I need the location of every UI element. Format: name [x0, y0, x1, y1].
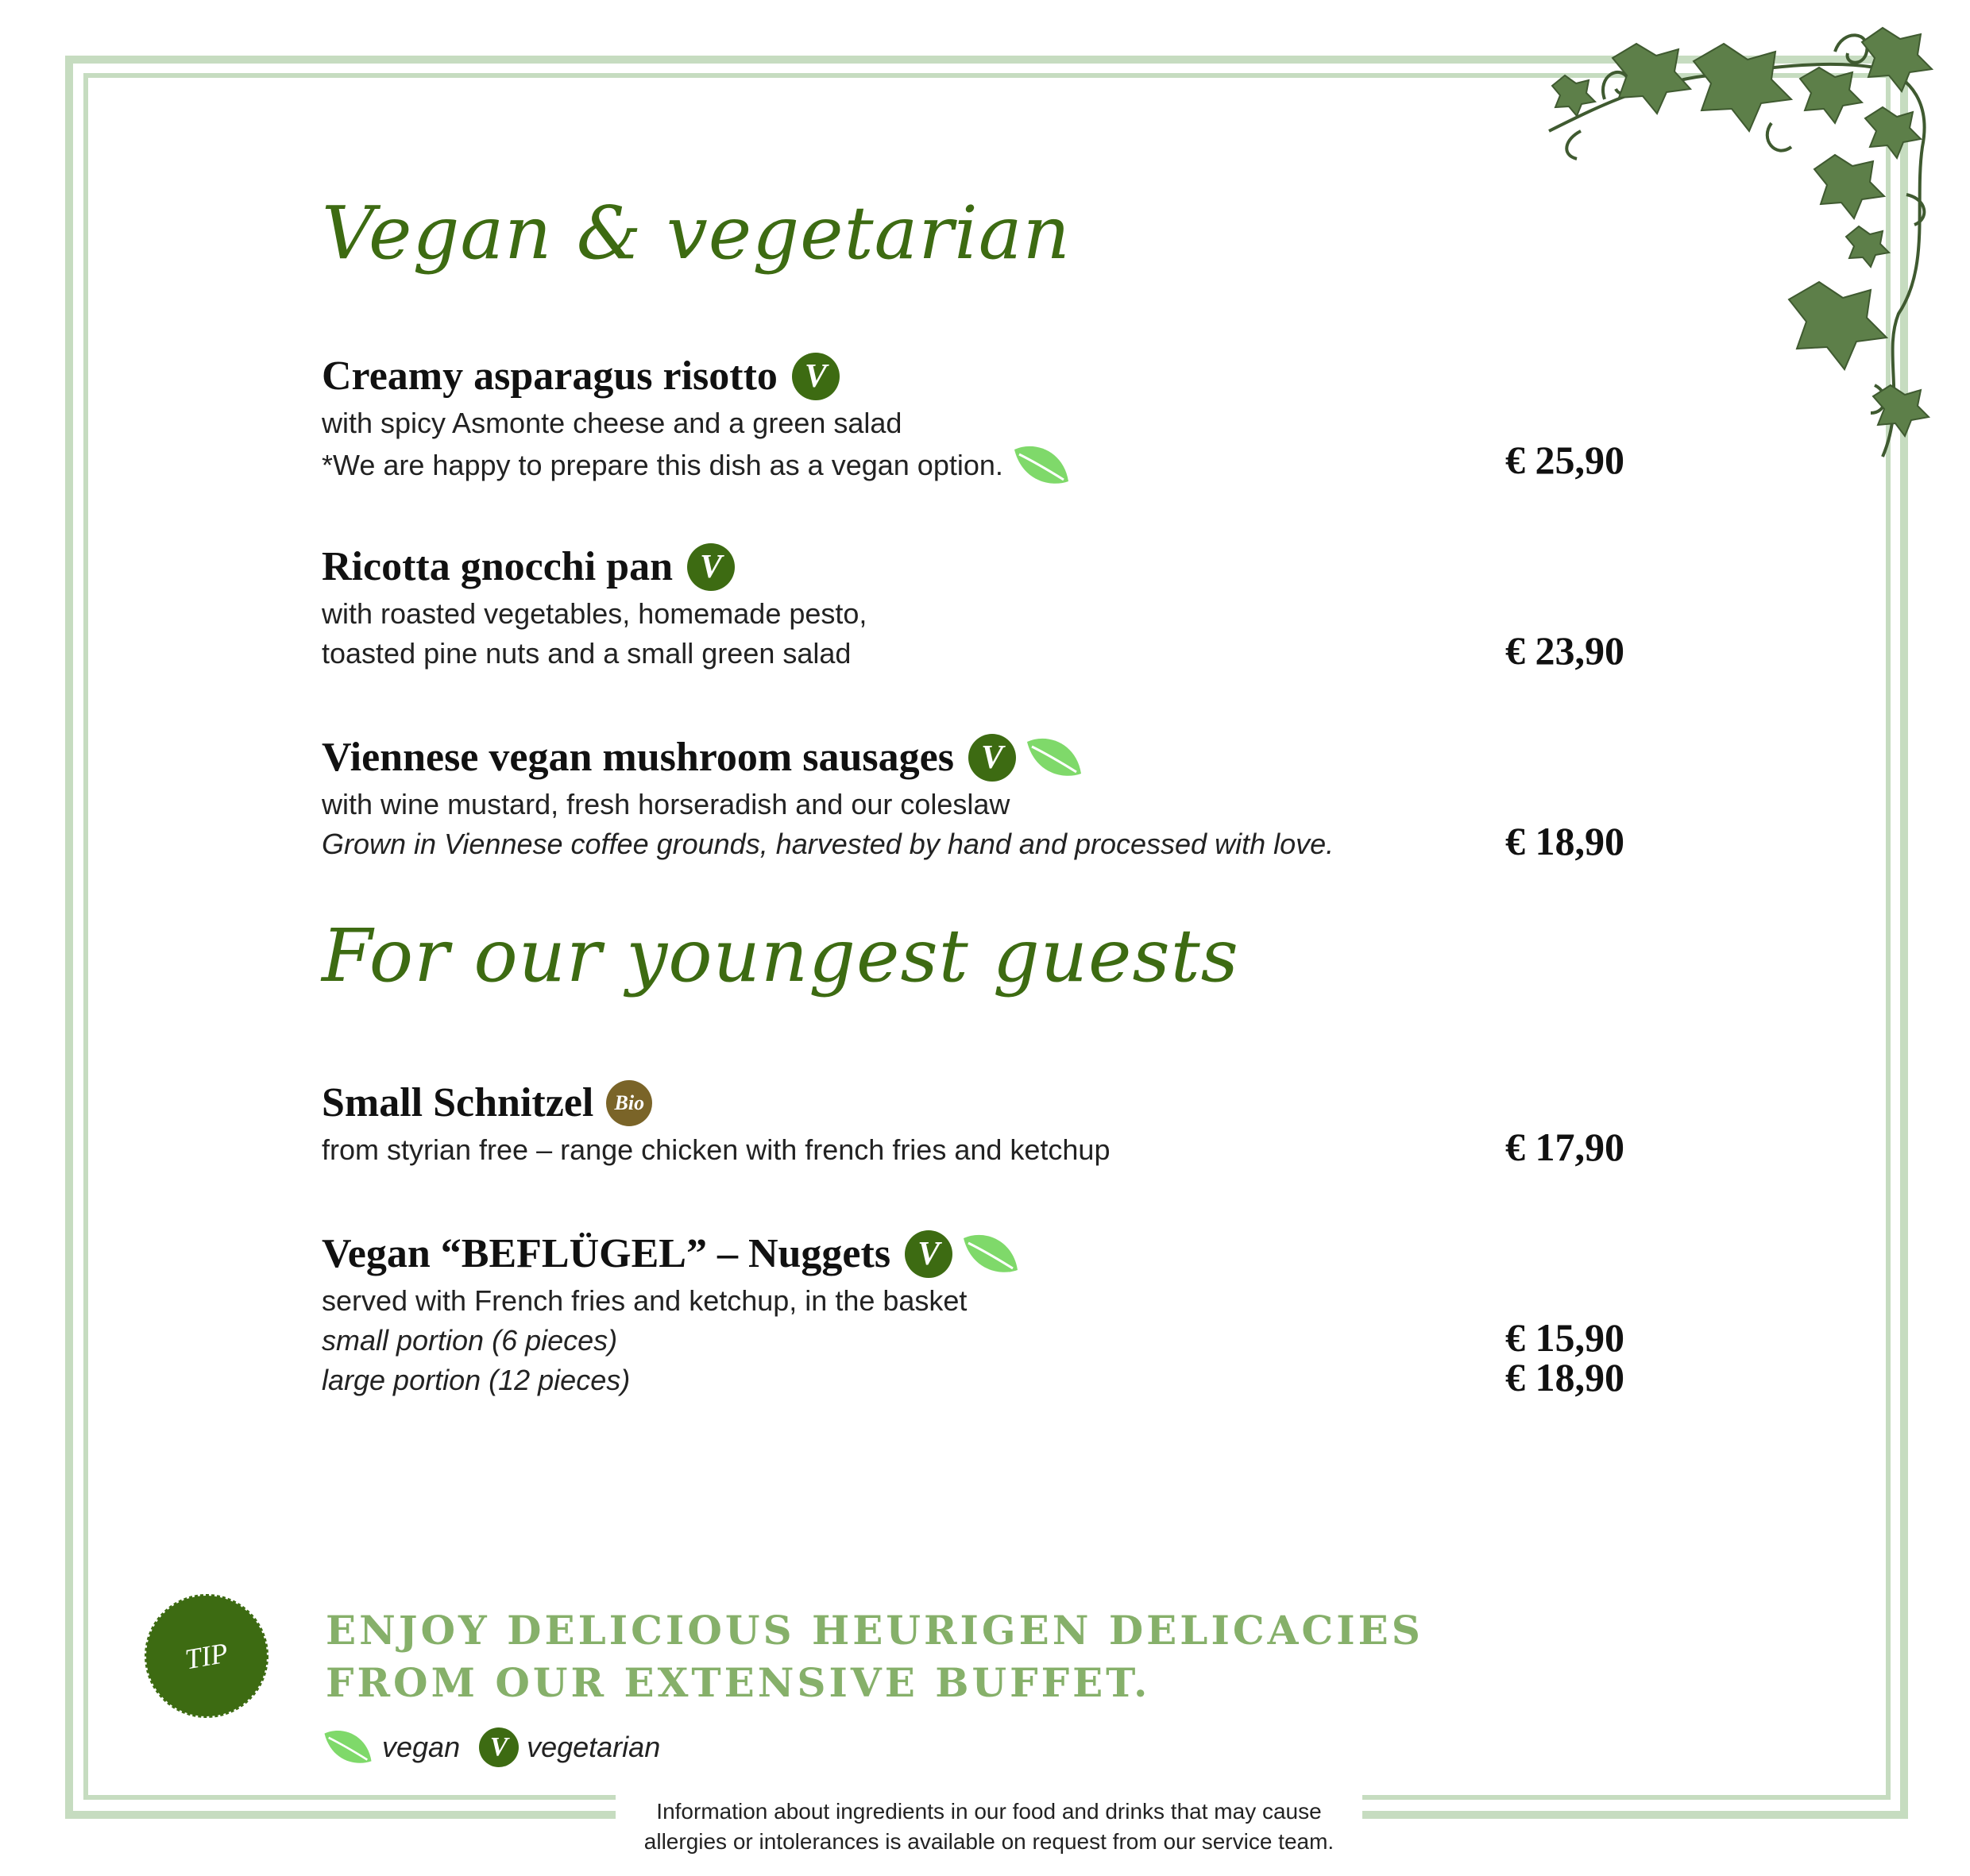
item-price: € 17,90	[1505, 1125, 1624, 1169]
section-title-kids: For our youngest guests	[322, 913, 1239, 998]
allergy-footnote	[620, 1797, 1358, 1857]
item-name: Small Schnitzel	[322, 1080, 594, 1125]
item-price: € 25,90	[1505, 438, 1624, 482]
item-name: Ricotta gnocchi pan	[322, 544, 673, 589]
vegan-leaf-icon	[1024, 735, 1084, 780]
vegetarian-badge-icon: V	[968, 734, 1016, 782]
vegetarian-badge-icon: V	[905, 1230, 952, 1278]
item-description-2: toasted pine nuts and a small green salad	[322, 637, 852, 670]
item-note: *We are happy to prepare this dish as a vegan option.	[322, 449, 1003, 481]
tip-line-1: ENJOY DELICIOUS HEURIGEN DELICACIES	[326, 1607, 1423, 1654]
bio-badge-icon: Bio	[606, 1080, 652, 1126]
footnote-line-1: Information about ingredients in our food and drinks that may cause	[656, 1799, 1322, 1824]
price-large-portion: € 18,90	[1505, 1355, 1624, 1399]
item-price: € 23,90	[1505, 628, 1624, 673]
item-note: Grown in Viennese coffee grounds, harvested by hand and processed with love.	[322, 828, 1335, 860]
item-name: Vegan “BEFLÜGEL” – Nuggets	[322, 1231, 891, 1276]
item-name: Viennese vegan mushroom sausages	[322, 735, 954, 780]
vegan-leaf-icon	[322, 1727, 374, 1767]
item-description: with spicy Asmonte cheese and a green salad	[322, 407, 902, 439]
item-name: Creamy asparagus risotto	[322, 353, 778, 399]
section-title-vegan: Vegan & vegetarian	[322, 191, 1071, 276]
item-price: € 18,90	[1505, 819, 1624, 863]
price-small-portion: € 15,90	[1505, 1315, 1624, 1360]
item-description: from styrian free – range chicken with french fries and ketchup	[322, 1133, 1111, 1166]
vegetarian-badge-icon: V	[479, 1727, 519, 1767]
tip-badge-label: TIP	[182, 1636, 231, 1676]
item-description: with roasted vegetables, homemade pesto,	[322, 597, 867, 630]
menu-item-small-schnitzel	[322, 1076, 1624, 1170]
legend-vegetarian-label: vegetarian	[527, 1731, 661, 1763]
footnote-line-2: allergies or intolerances is available on request from our service team.	[643, 1829, 1335, 1854]
legend-vegan-label: vegan	[382, 1731, 461, 1763]
menu-item-ricotta-gnocchi	[322, 540, 1624, 674]
vegan-leaf-icon	[1011, 443, 1072, 488]
item-description: served with French fries and ketchup, in the basket	[322, 1284, 968, 1317]
tip-badge-icon	[143, 1592, 270, 1720]
tip-line-2: FROM OUR EXTENSIVE BUFFET.	[326, 1659, 1151, 1706]
portion-small-label: small portion (6 pieces)	[322, 1324, 618, 1357]
vegetarian-badge-icon: V	[687, 543, 735, 591]
menu-item-vegan-sausages	[322, 731, 1624, 864]
legend	[322, 1727, 660, 1767]
item-description: with wine mustard, fresh horseradish and our coleslaw	[322, 788, 1010, 820]
portion-large-label: large portion (12 pieces)	[322, 1364, 631, 1396]
vegan-leaf-icon	[960, 1232, 1021, 1276]
menu-item-vegan-nuggets	[322, 1227, 1624, 1400]
vegetarian-badge-icon: V	[792, 353, 840, 400]
menu-item-asparagus-risotto	[322, 349, 1624, 488]
tip-message	[326, 1604, 1423, 1709]
